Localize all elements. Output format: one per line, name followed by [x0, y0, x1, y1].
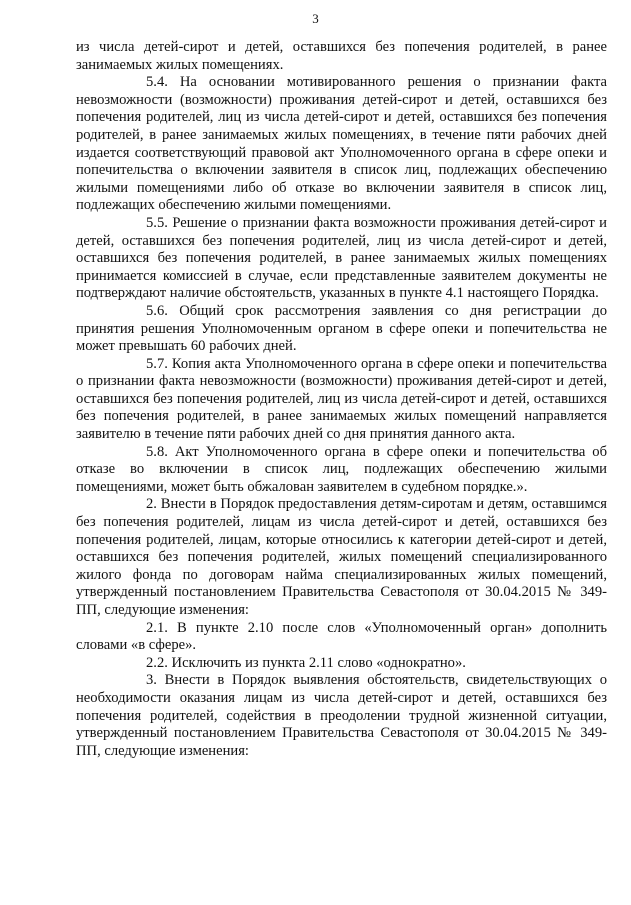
paragraph-continuation: из числа детей-сирот и детей, оставшихся без попечения родителей, в ранее занимаемых жилых помещениях.: [76, 39, 607, 73]
paragraph-2: 2. Внести в Порядок предоставления детям-сиротам и детям, оставшимся без попечения родителей, лицам из числа детей-сирот и детей, оставшихся без попечения родителей, лицам, которые относились к категории детей-сирот и детей, оставшихся без попечения родителей, жилых помещений специализированного жилого фонда по договорам найма специализированных жилых помещений, утвержденный постановлением Правительства Севастополя от 30.04.2015 № 349-ПП, следующие изменения:: [76, 496, 607, 618]
paragraph-5-5: 5.5. Решение о признании факта возможности проживания детей-сирот и детей, оставшихся без попечения родителей, лиц из числа детей-сирот и детей, оставшихся без попечения родителей, в ранее занимаемых жилых помещениях принимается комиссией в случае, если представленные заявителем документы не подтверждают наличие обстоятельств, указанных в пункте 4.1 настоящего Порядка.: [76, 214, 607, 302]
page-number: 3: [312, 11, 319, 26]
document-body: [76, 39, 607, 760]
paragraph-5-7: 5.7. Копия акта Уполномоченного органа в сфере опеки и попечительства о признании факта невозможности (возможности) проживания детей-сирот и детей, оставшихся без попечения родителей, лиц из числа детей-сирот и детей, оставшихся без попечения родителей, в ранее занимаемых жилых помещений направляется заявителю в течение пяти рабочих дней со дня принятия данного акта.: [76, 355, 607, 443]
paragraph-5-8: 5.8. Акт Уполномоченного органа в сфере опеки и попечительства об отказе во включении в список лиц, подлежащих обеспечению жилыми помещениями, может быть обжалован заявителем в судебном порядке.».: [76, 443, 607, 495]
paragraph-5-6: 5.6. Общий срок рассмотрения заявления со дня регистрации до принятия решения Уполномоченным органом в сфере опеки и попечительства не может превышать 60 рабочих дней.: [76, 302, 607, 355]
paragraph-2-1: 2.1. В пункте 2.10 после слов «Уполномоченный орган» дополнить словами «в сфере».: [76, 619, 607, 654]
paragraph-2-2: 2.2. Исключить из пункта 2.11 слово «однократно».: [146, 654, 466, 671]
paragraph-5-4: 5.4. На основании мотивированного решения о признании факта невозможности (возможности) проживания детей-сирот и детей, оставшихся без попечения родителей, лиц из числа детей-сирот и детей, оставшихся без попечения родителей, в ранее занимаемых жилых помещениях, в течение пяти рабочих дней издается соответствующий правовой акт Уполномоченного органа в сфере опеки и попечительства о включении заявителя в список лиц, подлежащих обеспечению жилыми помещениями либо об отказе во включении заявителя в список лиц, подлежащих обеспечению жилыми помещениями.: [76, 74, 607, 214]
paragraph-3: 3. Внести в Порядок выявления обстоятельств, свидетельствующих о необходимости оказания лицам из числа детей-сирот и детей, оставшихся без попечения родителей, содействия в преодолении трудной жизненной ситуации, утвержденный постановлением Правительства Севастополя от 30.04.2015 № 349-ПП, следующие изменения:: [76, 672, 607, 759]
